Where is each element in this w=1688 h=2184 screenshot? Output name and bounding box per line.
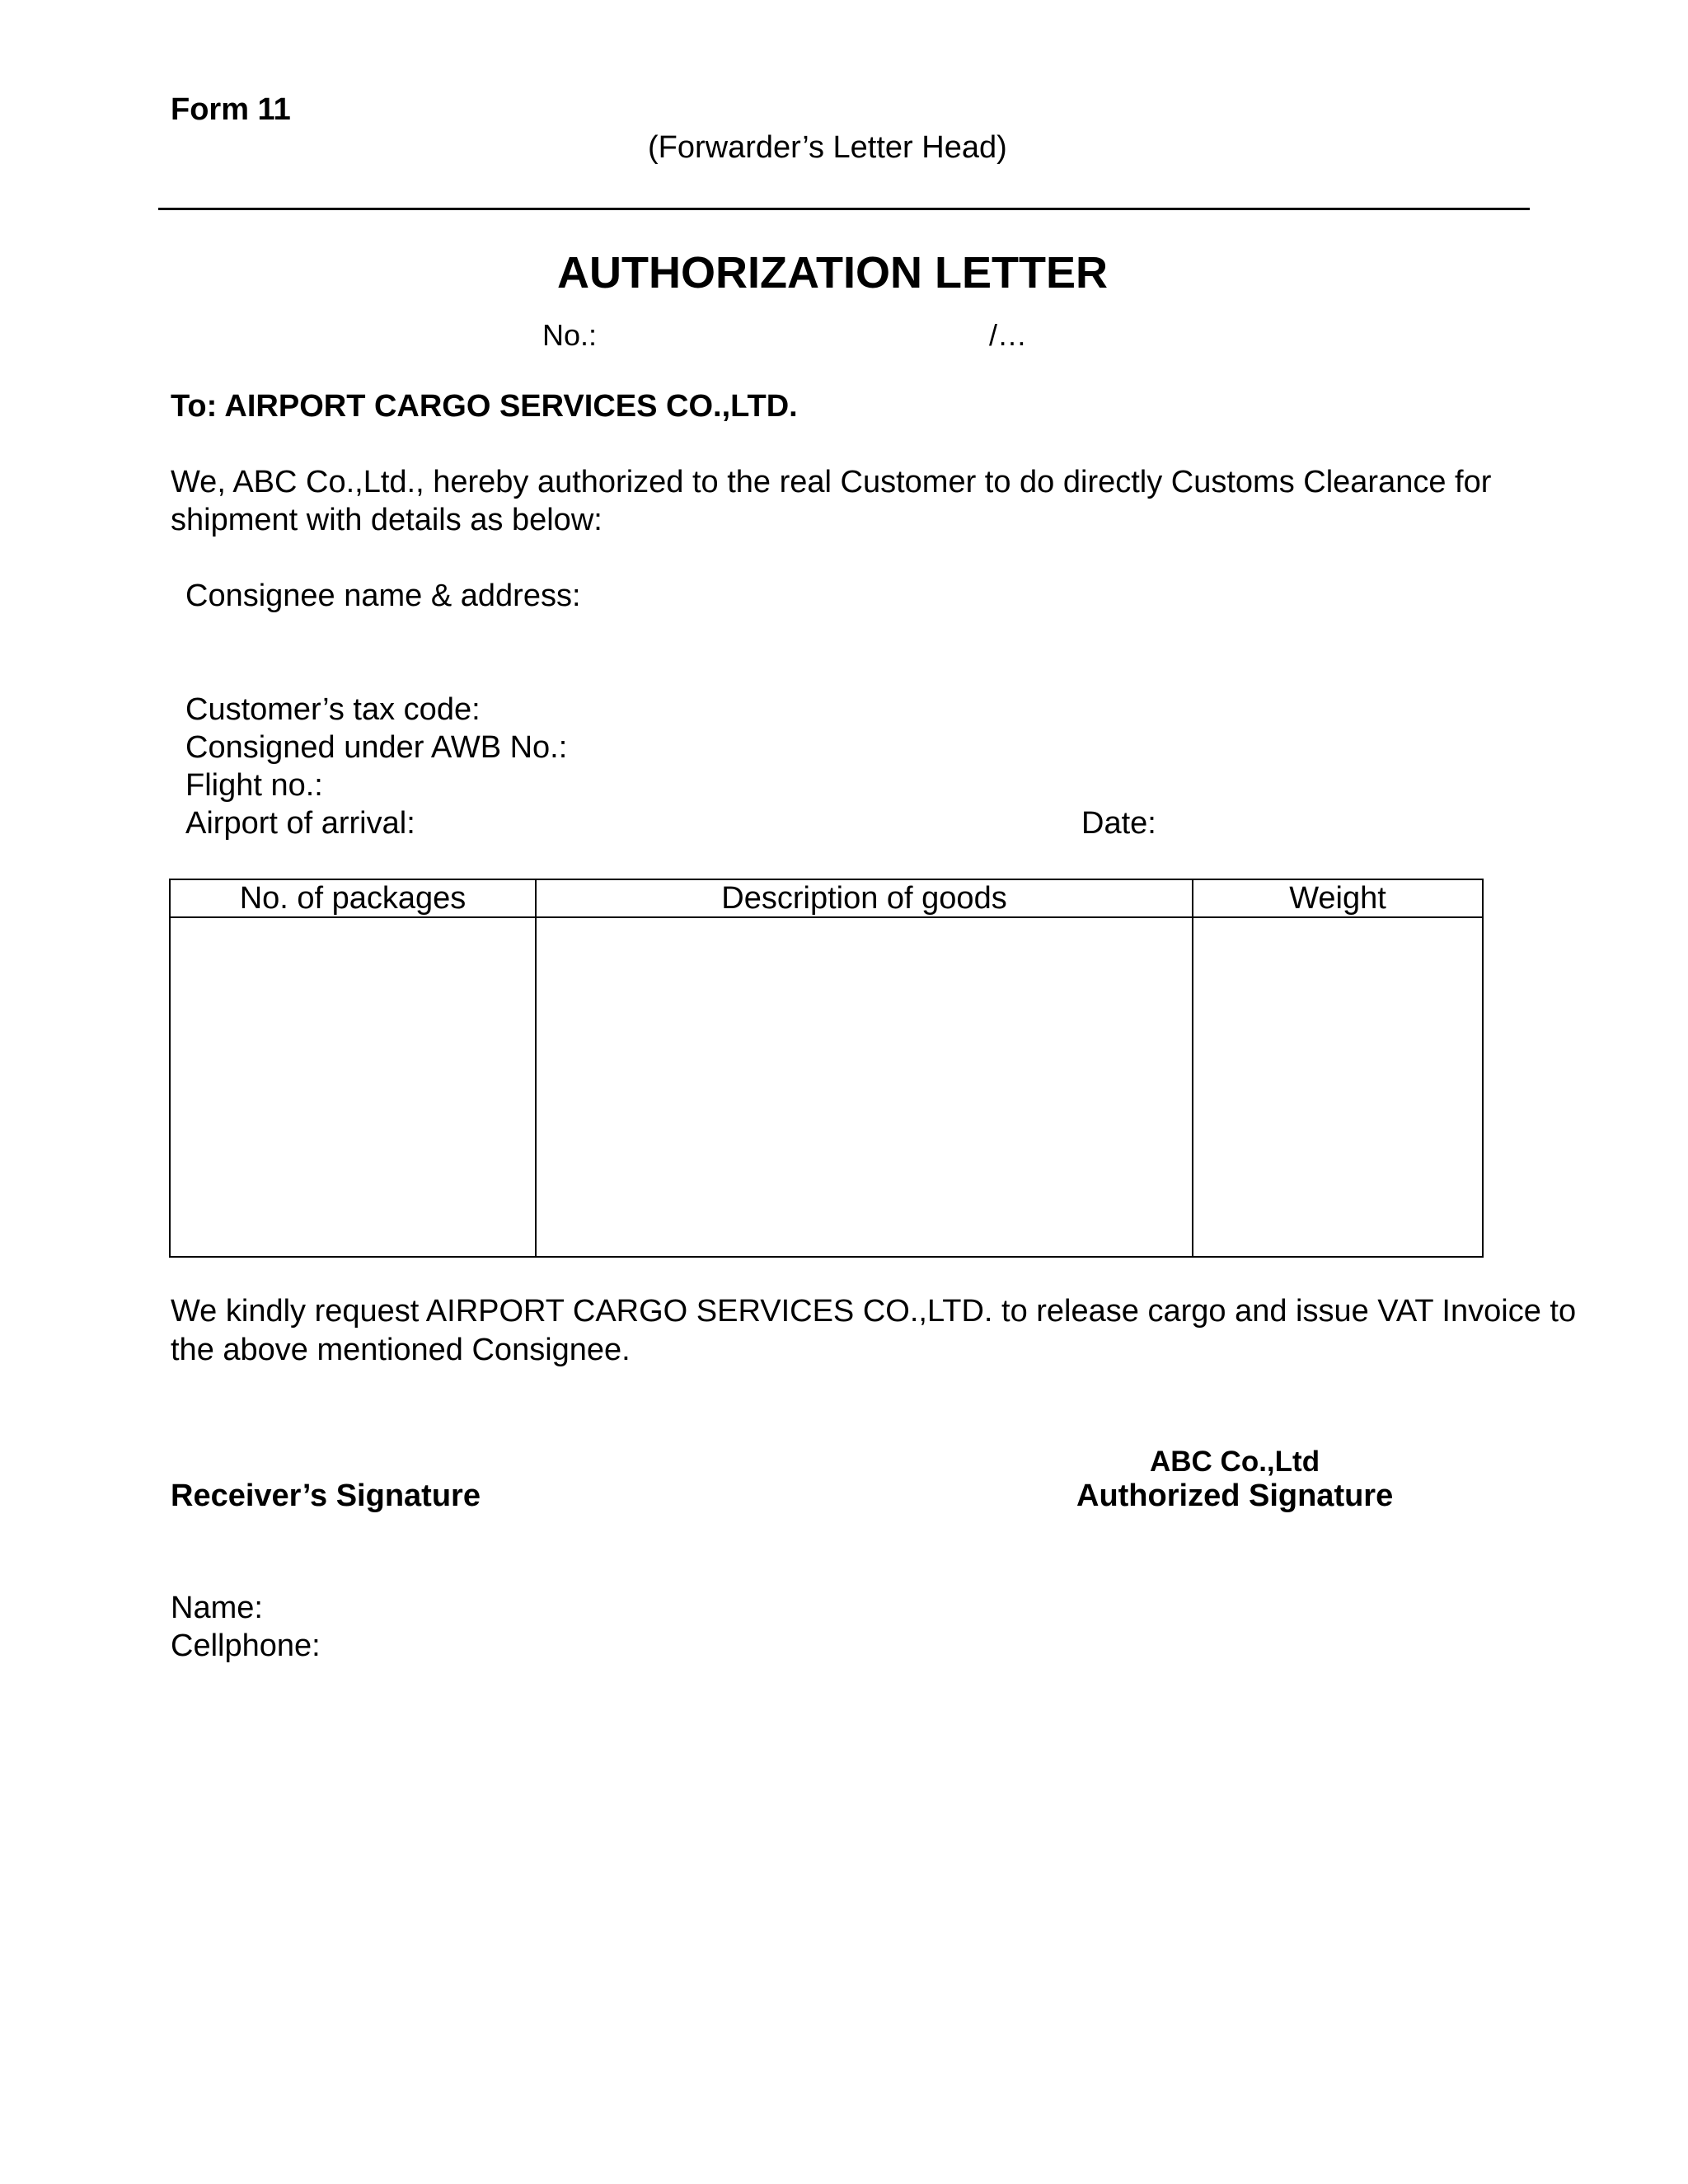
page-title: AUTHORIZATION LETTER bbox=[557, 248, 1108, 298]
packages-cell[interactable] bbox=[170, 917, 536, 1257]
airport-label: Airport of arrival: bbox=[185, 806, 415, 841]
closing-paragraph: We kindly request AIRPORT CARGO SERVICES CO.,LTD. to release cargo and issue VAT Invoice to the above mentioned Consignee. bbox=[171, 1294, 1577, 1367]
column-header-weight: Weight bbox=[1193, 879, 1483, 917]
receiver-signature-label: Receiver’s Signature bbox=[171, 1479, 481, 1513]
description-cell[interactable] bbox=[536, 917, 1193, 1257]
header-divider bbox=[158, 208, 1530, 210]
intro-paragraph: We, ABC Co.,Ltd., hereby authorized to the real Customer to do directly Customs Clearance for shipment with details as below: bbox=[171, 465, 1492, 537]
consignee-label: Consignee name & address: bbox=[185, 579, 581, 613]
column-header-packages: No. of packages bbox=[170, 879, 536, 917]
reference-number-label: No.: bbox=[542, 318, 598, 352]
awb-label: Consigned under AWB No.: bbox=[185, 730, 568, 765]
letterhead-note: (Forwarder’s Letter Head) bbox=[648, 130, 1007, 165]
tax-code-label: Customer’s tax code: bbox=[185, 692, 481, 727]
company-name: ABC Co.,Ltd bbox=[1150, 1446, 1320, 1478]
weight-cell[interactable] bbox=[1193, 917, 1483, 1257]
flight-label: Flight no.: bbox=[185, 768, 323, 803]
addressee: To: AIRPORT CARGO SERVICES CO.,LTD. bbox=[171, 389, 798, 424]
receiver-cellphone-label: Cellphone: bbox=[171, 1629, 321, 1663]
form-number: Form 11 bbox=[171, 92, 291, 127]
receiver-name-label: Name: bbox=[171, 1591, 263, 1625]
date-label: Date: bbox=[1081, 806, 1156, 841]
goods-table bbox=[169, 879, 1484, 1258]
table-row bbox=[170, 917, 1483, 1257]
column-header-description: Description of goods bbox=[536, 879, 1193, 917]
reference-number-suffix: /… bbox=[989, 318, 1028, 352]
table-header-row bbox=[170, 879, 1483, 917]
authorized-signature-label: Authorized Signature bbox=[1076, 1479, 1394, 1513]
